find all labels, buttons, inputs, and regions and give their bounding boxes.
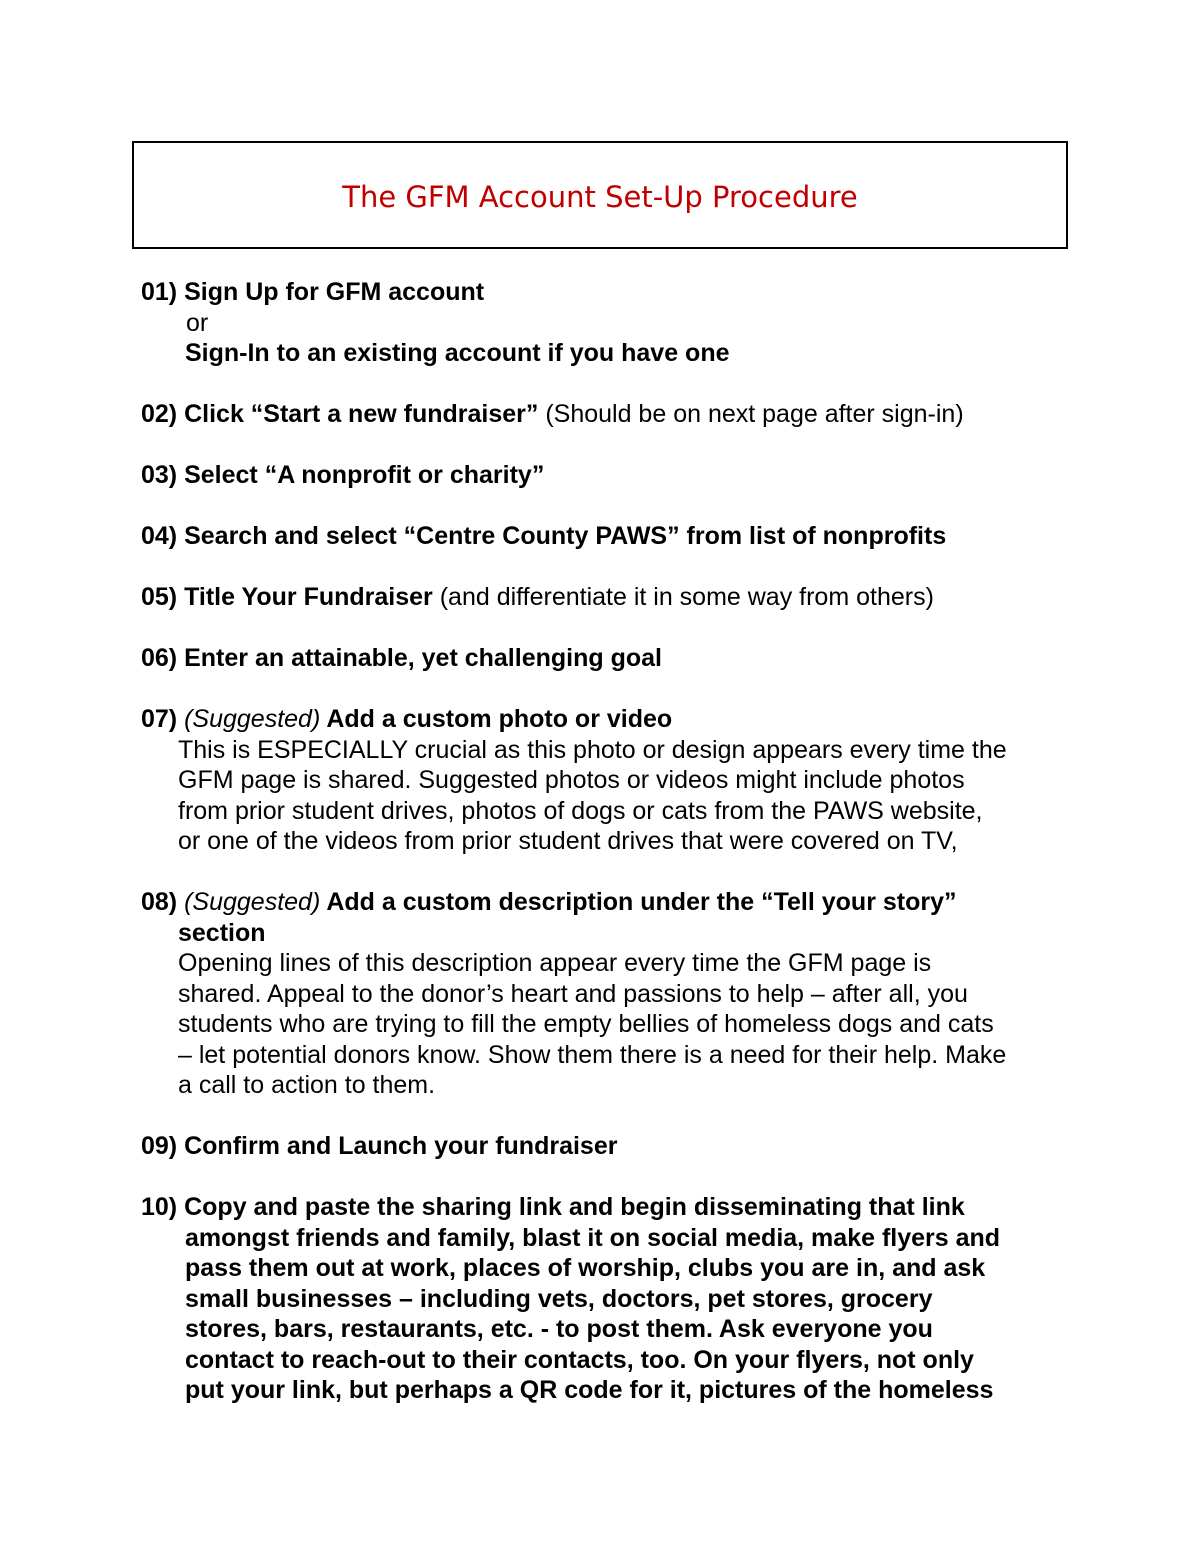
page-title: The GFM Account Set-Up Procedure <box>342 180 858 214</box>
step-02-line <box>141 399 964 429</box>
step-01-alt: Sign-In to an existing account if you have one <box>185 339 730 367</box>
step-10-cont-line: stores, bars, restaurants, etc. - to post them. Ask everyone you <box>185 1315 933 1343</box>
step-number: 08) <box>141 888 178 916</box>
step-01-line <box>141 277 484 307</box>
step-suggested: (Suggested) <box>184 705 321 733</box>
step-09-line <box>141 1131 617 1161</box>
step-number: 01) <box>141 278 178 306</box>
step-08-body-line: – let potential donors know. Show them there is a need for their help. Make <box>178 1041 1007 1069</box>
step-10-cont-line: amongst friends and family, blast it on social media, make flyers and <box>185 1224 1001 1252</box>
step-07-body-line: from prior student drives, photos of dogs or cats from the PAWS website, <box>178 797 983 825</box>
title-box <box>132 141 1068 249</box>
step-note: (and differentiate it in some way from others) <box>432 583 934 611</box>
step-08-heading-cont: section <box>178 919 266 947</box>
step-number: 06) <box>141 644 178 672</box>
step-heading: Search and select “Centre County PAWS” from list of nonprofits <box>184 522 947 550</box>
step-number: 02) <box>141 400 178 428</box>
step-06-line <box>141 643 662 673</box>
step-10-cont-line: put your link, but perhaps a QR code for it, pictures of the homeless <box>185 1376 994 1404</box>
step-08-body-line: a call to action to them. <box>178 1071 436 1099</box>
step-number: 05) <box>141 583 178 611</box>
step-number: 07) <box>141 705 178 733</box>
step-08-body-line: students who are trying to fill the empty bellies of homeless dogs and cats <box>178 1010 994 1038</box>
step-heading: Sign Up for GFM account <box>184 278 485 306</box>
step-number: 04) <box>141 522 178 550</box>
step-number: 09) <box>141 1132 178 1160</box>
step-03-line <box>141 460 544 490</box>
step-10-line <box>141 1192 965 1222</box>
step-heading: Add a custom photo or video <box>326 705 673 733</box>
step-heading: Copy and paste the sharing link and begin disseminating that link <box>184 1193 965 1221</box>
step-note: (Should be on next page after sign-in) <box>538 400 964 428</box>
step-05-line <box>141 582 934 612</box>
step-number: 03) <box>141 461 178 489</box>
step-07-body-line: This is ESPECIALLY crucial as this photo or design appears every time the <box>178 736 1007 764</box>
step-10-cont-line: small businesses – including vets, doctors, pet stores, grocery <box>185 1285 933 1313</box>
step-10-cont-line: contact to reach-out to their contacts, too. On your flyers, not only <box>185 1346 974 1374</box>
step-suggested: (Suggested) <box>184 888 321 916</box>
step-heading: Add a custom description under the “Tell your story” <box>326 888 957 916</box>
step-heading: Enter an attainable, yet challenging goal <box>184 644 662 672</box>
step-07-body-line: or one of the videos from prior student drives that were covered on TV, <box>178 827 958 855</box>
step-heading: Confirm and Launch your fundraiser <box>184 1132 618 1160</box>
step-heading: Title Your Fundraiser <box>184 583 433 611</box>
step-number: 10) <box>141 1193 178 1221</box>
step-07-line <box>141 704 672 734</box>
step-08-line <box>141 887 957 917</box>
step-10-cont-line: pass them out at work, places of worship, clubs you are in, and ask <box>185 1254 986 1282</box>
step-heading: Select “A nonprofit or charity” <box>184 461 545 489</box>
step-08-body-line: Opening lines of this description appear every time the GFM page is <box>178 949 932 977</box>
step-04-line <box>141 521 946 551</box>
step-01-or: or <box>186 309 209 337</box>
step-heading: Click “Start a new fundraiser” <box>184 400 539 428</box>
step-07-body-line: GFM page is shared. Suggested photos or videos might include photos <box>178 766 965 794</box>
step-08-body-line: shared. Appeal to the donor’s heart and passions to help – after all, you <box>178 980 968 1008</box>
